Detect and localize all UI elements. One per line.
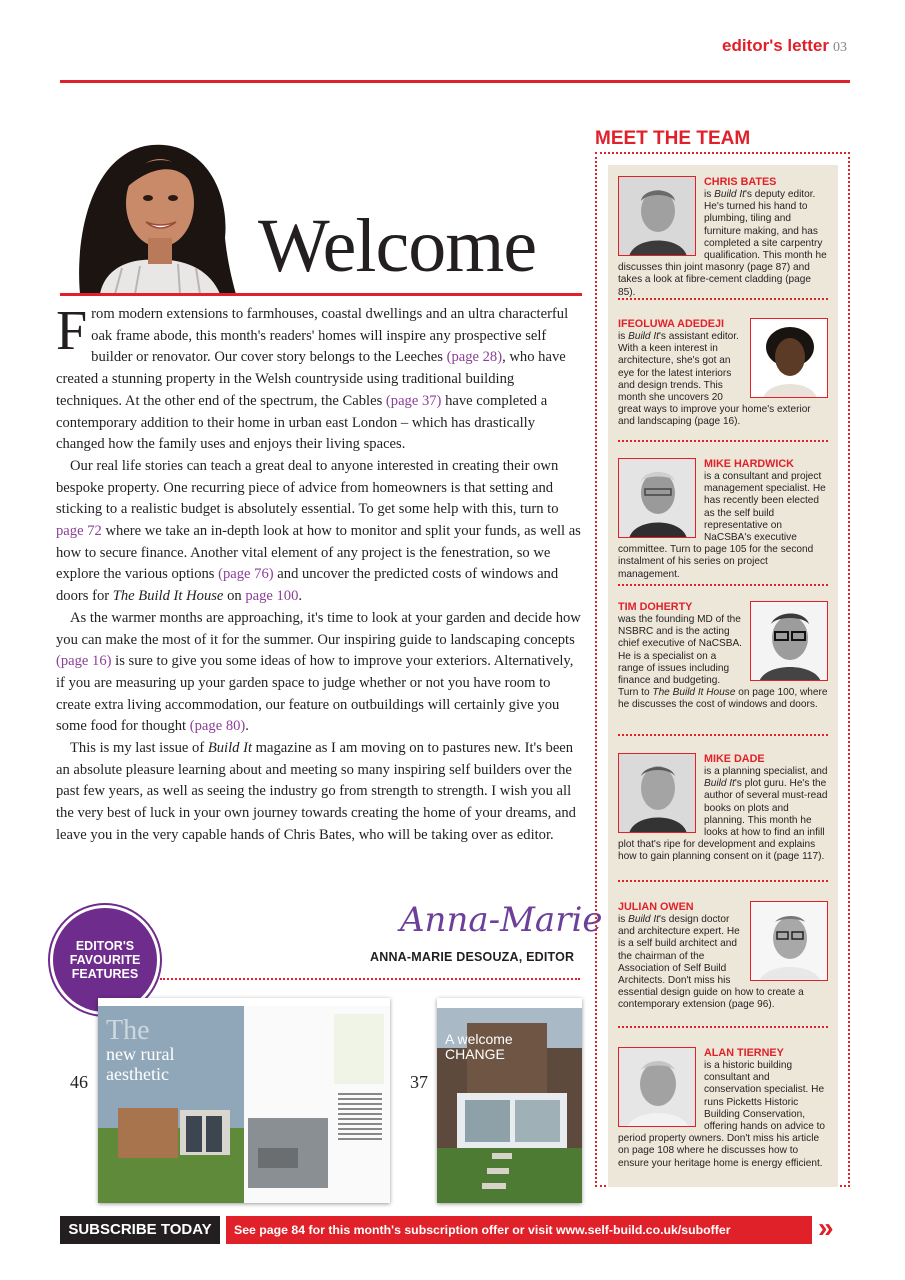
feature-thumbnail-rural[interactable]: The new rural aesthetic — [98, 998, 390, 1203]
subscribe-offer[interactable]: See page 84 for this month's subscription offer or visit www.self-build.co.uk/suboffer — [226, 1216, 812, 1244]
editor-signoff: ANNA-MARIE DESOUZA, EDITOR — [370, 950, 575, 964]
team-member-ifeoluwa-adedeji: IFEOLUWA ADEDEJI is Build It's assistant editor. With a keen interest in architecture, she's got an eye for the latest interiors and design trends. This month she uncovers 20 great ways to improve your home's exterior and landscaping (page 16). — [618, 318, 828, 429]
team-divider — [618, 440, 828, 442]
page-number: 03 — [833, 40, 847, 55]
page-title: Welcome — [258, 204, 537, 288]
favourite-features-badge: EDITOR'S FAVOURITE FEATURES — [50, 905, 160, 1015]
subscribe-label[interactable]: SUBSCRIBE TODAY — [60, 1216, 220, 1244]
member-name: CHRIS BATES — [704, 176, 777, 188]
editor-portrait — [60, 118, 242, 294]
member-photo — [618, 458, 696, 538]
feature-page-number: 46 — [70, 1072, 88, 1092]
header-rule — [60, 80, 850, 83]
feature-thumbnail-change[interactable]: A welcome CHANGE — [437, 998, 582, 1203]
member-name: JULIAN OWEN — [618, 901, 694, 913]
member-photo — [618, 1047, 696, 1127]
double-chevron-icon: » — [818, 1212, 828, 1243]
team-divider — [618, 880, 828, 882]
member-name: MIKE HARDWICK — [704, 458, 794, 470]
page-ref: (page 76) — [218, 566, 274, 583]
member-photo — [750, 901, 828, 981]
page-ref: page 72 — [56, 523, 102, 540]
editor-signature: Anna-Marie — [400, 900, 603, 940]
page-ref: (page 80) — [189, 718, 246, 735]
editor-letter-body — [56, 300, 582, 847]
subscribe-url[interactable]: www.self-build.co.uk/suboffer — [556, 1223, 731, 1237]
team-divider — [618, 1026, 828, 1028]
team-divider — [618, 584, 828, 586]
page-ref: (page 28) — [446, 349, 503, 366]
page-ref: (page 16) — [56, 653, 112, 670]
member-photo — [618, 753, 696, 833]
paragraph-2: Our real life stories can teach a great deal to anyone interested in creating their own bespoke property. One recurring piece of advice from homeowners is that setting and sticking to a realistic budget is absolutely essential. To get some help with this, turn to page 72 where we take an in-depth look at how to monitor and split your funds, as well as how to secure finance. Another vital element of any project is the fenestration, so we explore the various options (page 76) and uncover the predicted costs of windows and doors for The Build It House on page 100. — [56, 457, 581, 605]
paragraph-3: As the warmer months are approaching, it's time to look at your garden and decide how you can make the most of it for the summer. Our inspiring guide to landscaping concepts (page 16) is sure to give you some ideas of how to improve your exteriors. Alternatively, if you are measuring up your garden space to judge whether or not you have room to create extra living accommodation, our feature on outbuildings will certainly give you some food for thought (page 80). — [56, 609, 581, 735]
section-header — [722, 36, 847, 56]
team-member-alan-tierney: ALAN TIERNEY is a historic building consultant and conservation specialist. He runs Picketts Historic Building Conservation, offering hands on advice to period property owners. Don't miss his article on page 108 where he discusses how to ensure your heritage home is energy efficient. — [618, 1047, 828, 1170]
member-photo — [750, 318, 828, 398]
member-photo — [750, 601, 828, 681]
page-ref: (page 37) — [385, 392, 442, 409]
member-name: MIKE DADE — [704, 753, 765, 765]
team-divider — [618, 298, 828, 300]
feature-page-number: 37 — [410, 1072, 428, 1092]
member-photo — [618, 176, 696, 256]
title-rule — [60, 293, 582, 296]
feature-cover-image — [437, 998, 582, 1203]
favourites-divider — [160, 978, 580, 980]
paragraph-1: From modern extensions to farmhouses, coastal dwellings and an ultra characterful oak frame abode, this month's readers' homes will inspire any prospective self builder or renovator. Our cover story belongs to the Leeches (page 28), who have created a stunning property in the Welsh countryside using traditional building techniques. At the other end of the spectrum, the Cables (page 37) have completed a contemporary addition to their home in urban east London – which has drastically changed how the family uses and enjoys their living spaces. — [56, 300, 569, 453]
team-member-tim-doherty: TIM DOHERTY was the founding MD of the NSBRC and is the acting chief executive of NaCSBA. He is a specialist on a range of issues including finance and budgeting. Turn to The Build It House on page 100, where he discusses the cost of windows and doors. — [618, 601, 828, 711]
team-member-chris-bates: CHRIS BATES is Build It's deputy editor. He's turned his hand to plumbing, tiling and furniture making, and has completed a site carpentry qualification. This month he discusses thin joint masonry (page 87) and takes a look at fibre-cement cladding (page 85). — [618, 176, 827, 298]
team-member-mike-dade: MIKE DADE is a planning specialist, and Build It's plot guru. He's the author of several must-read books on plots and planning. This month he looks at how to find an infill plot that's ripe for development and explains how to gain planning consent on it (page 117). — [618, 753, 828, 863]
team-member-mike-hardwick: MIKE HARDWICK is a consultant and project management specialist. He has recently been elected as the self build representative on NaCSBA's executive committee. Turn to page 105 for the second instalment of his series on project management. — [618, 458, 828, 581]
team-heading: MEET THE TEAM — [595, 128, 751, 149]
member-name: IFEOLUWA ADEDEJI — [618, 318, 724, 330]
section-title: editor's letter — [721, 36, 829, 55]
paragraph-4: This is my last issue of Build It magazine as I am moving on to pastures new. It's been an absolute pleasure learning about and meeting so many inspiring self builders over the past few years, as well as seeing the industry go from strength to strength. I wish you all the very best of luck in your own journey towards creating the home of your dreams, and leave you in the very capable hands of Chris Bates, who will be taking over as editor. — [56, 740, 576, 843]
team-member-julian-owen: JULIAN OWEN is Build It's design doctor and architecture expert. He is a self build architect and the chairman of the Association of Self Build Architects. Don't miss his essential design guide on how to create a contemporary extension (page 96). — [618, 901, 828, 1012]
member-name: ALAN TIERNEY — [704, 1047, 784, 1059]
team-divider — [618, 734, 828, 736]
drop-cap: F — [56, 300, 88, 362]
member-name: TIM DOHERTY — [618, 601, 693, 613]
page-ref: page 100 — [245, 588, 299, 605]
